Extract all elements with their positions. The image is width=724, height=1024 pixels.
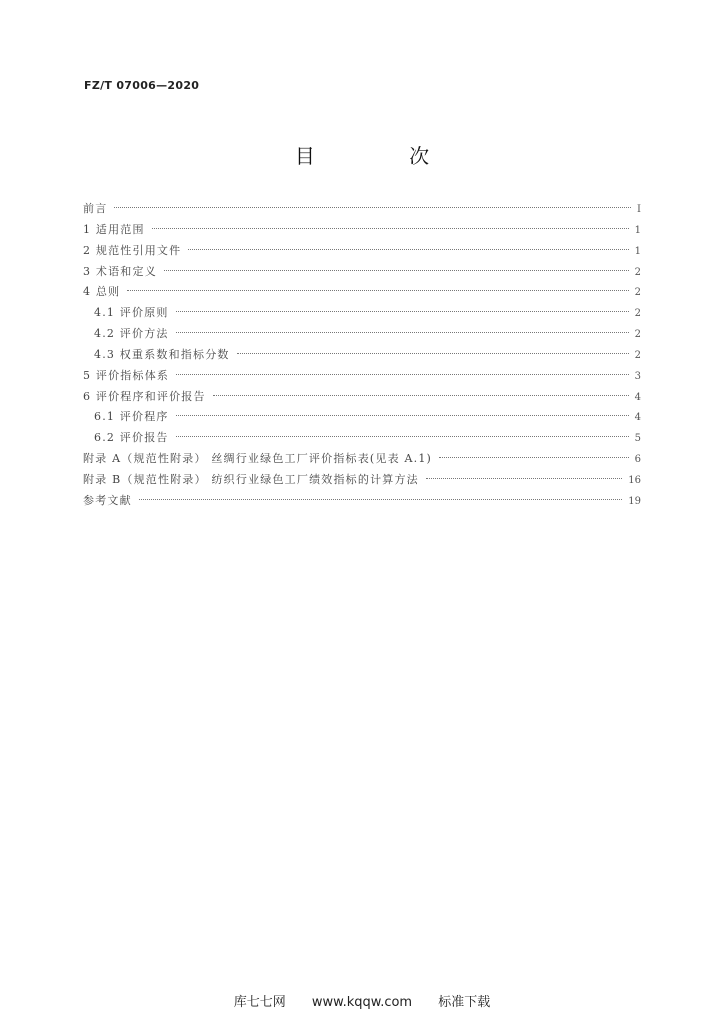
toc-entry-page-number: 3 xyxy=(634,370,641,382)
toc-dot-leader xyxy=(152,228,629,229)
toc-entry-page-number: 4 xyxy=(634,412,641,424)
toc-dot-leader xyxy=(237,353,629,354)
toc-dot-leader xyxy=(439,457,629,458)
footer-tagline: 标准下载 xyxy=(438,995,491,1010)
toc-entry-label: 6.2 评价报告 xyxy=(94,431,169,445)
toc-entry-label: 4.1 评价原则 xyxy=(94,306,169,320)
toc-entry-page-number: 2 xyxy=(634,266,641,278)
toc-entry[interactable] xyxy=(83,470,641,491)
toc-entry-page-number: 16 xyxy=(628,474,641,486)
toc-entry-label: 5 评价指标体系 xyxy=(83,368,170,382)
toc-entry-label: 6.1 评价程序 xyxy=(94,410,169,424)
toc-entry-label: 1 适用范围 xyxy=(83,222,145,236)
toc-entry-label: 4 总则 xyxy=(83,285,121,299)
toc-entry[interactable] xyxy=(83,303,641,324)
toc-dot-leader xyxy=(164,270,629,271)
toc-entry-page-number: 6 xyxy=(634,454,641,466)
footer-watermark xyxy=(0,991,724,1010)
toc-entry[interactable] xyxy=(83,387,641,408)
toc-entry[interactable] xyxy=(83,345,641,366)
toc-entry-page-number: 2 xyxy=(634,308,641,320)
toc-dot-leader xyxy=(139,499,622,500)
toc-dot-leader xyxy=(188,249,628,250)
toc-dot-leader xyxy=(176,374,629,375)
toc-entry-label: 附录 A（规范性附录） 丝绸行业绿色工厂评价指标表(见表 A.1) xyxy=(83,452,433,466)
toc-entry[interactable] xyxy=(83,282,641,303)
toc-entry-page-number: 19 xyxy=(628,495,641,507)
toc-entry-page-number: 2 xyxy=(634,349,641,361)
toc-dot-leader xyxy=(176,415,629,416)
toc-entry-label: 6 评价程序和评价报告 xyxy=(83,389,206,403)
toc-entry[interactable] xyxy=(83,428,641,449)
toc-entry-label: 4.2 评价方法 xyxy=(94,327,169,341)
toc-entry[interactable] xyxy=(83,324,641,345)
toc-entry[interactable] xyxy=(83,220,641,241)
toc-entry-page-number: 1 xyxy=(634,224,641,236)
toc-entry[interactable] xyxy=(83,366,641,387)
toc-entry-label: 参考文献 xyxy=(83,493,132,507)
toc-entry-label: 4.3 权重系数和指标分数 xyxy=(94,347,230,361)
toc-entry-label: 附录 B（规范性附录） 纺织行业绿色工厂绩效指标的计算方法 xyxy=(83,472,419,486)
toc-entry-page-number: 4 xyxy=(634,391,641,403)
toc-dot-leader xyxy=(213,395,629,396)
table-of-contents xyxy=(83,199,641,512)
toc-entry-page-number: 5 xyxy=(634,433,641,445)
toc-entry-label: 3 术语和定义 xyxy=(83,264,157,278)
toc-dot-leader xyxy=(426,478,622,479)
toc-dot-leader xyxy=(176,436,629,437)
toc-dot-leader xyxy=(176,332,629,333)
toc-dot-leader xyxy=(127,290,628,291)
toc-entry[interactable] xyxy=(83,449,641,470)
toc-entry-page-number: 2 xyxy=(634,329,641,341)
toc-entry-label: 前言 xyxy=(83,202,108,215)
toc-entry[interactable] xyxy=(83,491,641,512)
standard-code: FZ/T 07006—2020 xyxy=(84,79,200,92)
toc-dot-leader xyxy=(176,311,629,312)
toc-entry-page-number: 1 xyxy=(634,245,641,257)
toc-entry-page-number: 2 xyxy=(634,287,641,299)
toc-entry[interactable] xyxy=(83,241,641,262)
toc-entry[interactable] xyxy=(83,407,641,428)
footer-site-name: 库七七网 xyxy=(233,995,286,1010)
page-title: 目 次 xyxy=(294,144,474,168)
toc-entry[interactable] xyxy=(83,199,641,220)
toc-entry-label: 2 规范性引用文件 xyxy=(83,243,182,257)
toc-dot-leader xyxy=(114,207,631,208)
toc-entry[interactable] xyxy=(83,262,641,283)
footer-site-url[interactable]: www.kqqw.com xyxy=(311,995,413,1010)
toc-entry-page-number: I xyxy=(637,204,641,215)
